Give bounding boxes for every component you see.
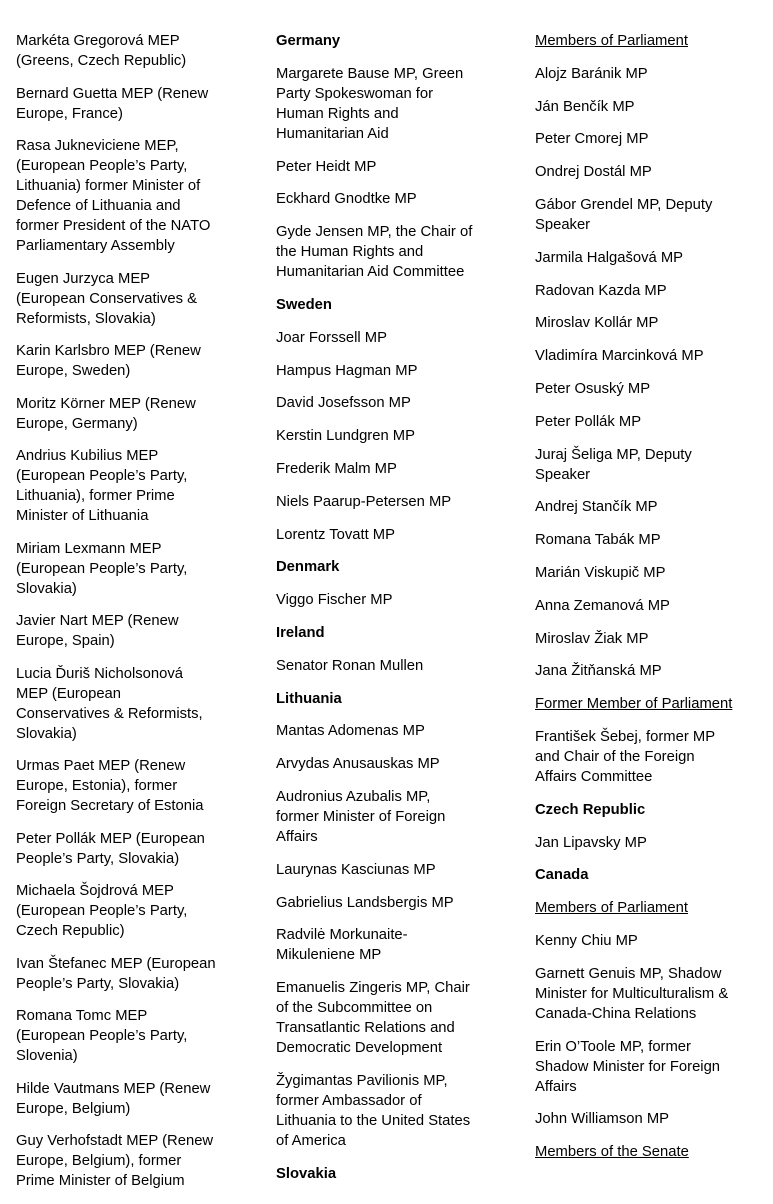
- signatory-column-2: [276, 31, 508, 1197]
- country-heading: Czech Republic: [535, 801, 646, 818]
- signatory-entry: Ivan Štefanec MEP (European People’s Party, Slovakia): [16, 955, 216, 992]
- signatory-entry: Lucia Ďuriš Nicholsonová MEP (European Conservatives & Reformists, Slovakia): [16, 665, 203, 742]
- signatory-entry: Urmas Paet MEP (Renew Europe, Estonia), former Foreign Secretary of Estonia: [16, 758, 204, 814]
- signatory-entry: Joar Forssell MP: [276, 329, 387, 346]
- signatory-entry: Romana Tomc MEP (European People’s Party, Slovenia): [16, 1008, 188, 1064]
- signatory-entry: Viggo Fischer MP: [276, 592, 393, 609]
- signatory-entry: Radovan Kazda MP: [535, 282, 667, 299]
- section-subheading: Members of Parliament: [535, 33, 688, 49]
- signatory-entry: Marián Viskupič MP: [535, 564, 666, 581]
- signatory-entry: Markéta Gregorová MEP (Greens, Czech Republic): [16, 33, 187, 69]
- signatory-entry: Margarete Bause MP, Green Party Spokeswoman for Human Rights and Humanitarian Aid: [276, 65, 464, 142]
- signatory-entry: Lorentz Tovatt MP: [276, 526, 395, 543]
- signatory-entry: Rasa Jukneviciene MEP, (European People’s Party, Lithuania) former Minister of Defence of Lithuania and former President of the NATO Parliamentary Assembly: [16, 138, 211, 254]
- signatory-entry: Jarmila Halgašová MP: [535, 249, 684, 266]
- signatory-entry: Ondrej Dostál MP: [535, 164, 652, 181]
- signatory-entry: Peter Osuský MP: [535, 380, 651, 397]
- signatory-entry: Jana Žitňanská MP: [535, 663, 662, 680]
- signatory-entry: Moritz Körner MEP (Renew Europe, Germany): [16, 395, 196, 432]
- signatory-entry: Senator Ronan Mullen: [276, 657, 424, 674]
- signatory-entry: Frederik Malm MP: [276, 460, 397, 477]
- signatory-entry: Peter Heidt MP: [276, 158, 377, 175]
- country-heading: Germany: [276, 33, 341, 49]
- signatory-entry: Peter Pollák MEP (European People’s Party, Slovakia): [16, 830, 205, 867]
- signatory-column-3: [535, 31, 767, 1175]
- country-heading: Canada: [535, 867, 589, 884]
- signatory-entry: Erin O’Toole MP, former Shadow Minister for Foreign Affairs: [535, 1038, 721, 1095]
- signatory-entry: Garnett Genuis MP, Shadow Minister for Multiculturalism & Canada-China Relations: [535, 965, 729, 1022]
- signatory-entry: Mantas Adomenas MP: [276, 723, 425, 740]
- signatory-entry: Kenny Chiu MP: [535, 932, 638, 949]
- section-subheading: Members of the Senate: [535, 1144, 689, 1161]
- signatory-entry: Eugen Jurzyca MEP (European Conservatives & Reformists, Slovakia): [16, 270, 197, 327]
- section-subheading: Members of Parliament: [535, 900, 688, 917]
- signatory-entry: Ján Benčík MP: [535, 98, 635, 115]
- signatory-entry: Gyde Jensen MP, the Chair of the Human Rights and Humanitarian Aid Committee: [276, 224, 473, 281]
- signatory-entry: Emanuelis Zingeris MP, Chair of the Subcommittee on Transatlantic Relations and Democratic Development: [276, 980, 470, 1057]
- signatory-entry: Arvydas Anusauskas MP: [276, 756, 440, 773]
- signatory-entry: Javier Nart MEP (Renew Europe, Spain): [16, 613, 179, 649]
- signatory-entry: Bernard Guetta MEP (Renew Europe, France): [16, 85, 209, 122]
- country-heading: Lithuania: [276, 690, 342, 707]
- signatory-entry: Guy Verhofstadt MEP (Renew Europe, Belgium), former Prime Minister of Belgium: [16, 1133, 214, 1189]
- signatory-entry: Kerstin Lundgren MP: [276, 428, 416, 445]
- country-heading: Slovakia: [276, 1165, 337, 1182]
- signatory-column-1: [16, 31, 248, 1204]
- signatory-entry: Jan Lipavsky MP: [535, 834, 647, 851]
- signatory-entry: Anna Zemanová MP: [535, 597, 670, 614]
- signatory-entry: Andrej Stančík MP: [535, 499, 658, 516]
- signatory-entry: Peter Pollák MP: [535, 413, 642, 430]
- country-heading: Ireland: [276, 624, 325, 641]
- signatory-entry: Eckhard Gnodtke MP: [276, 191, 417, 208]
- signatory-entry: Alojz Baránik MP: [535, 65, 648, 82]
- signatory-entry: David Josefsson MP: [276, 395, 411, 412]
- signatory-entry: Romana Tabák MP: [535, 532, 661, 549]
- signatory-entry: Miriam Lexmann MEP (European People’s Party, Slovakia): [16, 540, 188, 597]
- signatory-entry: Žygimantas Pavilionis MP, former Ambassador of Lithuania to the United States of America: [276, 1072, 471, 1149]
- signatory-entry: Niels Paarup-Petersen MP: [276, 493, 452, 510]
- signatory-entry: Andrius Kubilius MEP (European People’s Party, Lithuania), former Prime Minister of Lithuania: [16, 448, 188, 524]
- section-subheading: Former Member of Parliament: [535, 696, 733, 713]
- country-heading: Sweden: [276, 296, 332, 313]
- signatory-entry: Audronius Azubalis MP, former Minister of Foreign Affairs: [276, 788, 446, 845]
- signatory-entry: Vladimíra Marcinková MP: [535, 348, 704, 365]
- signatory-entry: Hilde Vautmans MEP (Renew Europe, Belgium): [16, 1080, 211, 1117]
- signatory-entry: Karin Karlsbro MEP (Renew Europe, Sweden): [16, 343, 201, 379]
- signatory-entry: Juraj Šeliga MP, Deputy Speaker: [535, 446, 692, 483]
- signatory-entry: Gabrielius Landsbergis MP: [276, 894, 454, 911]
- country-heading: Denmark: [276, 559, 340, 576]
- signatory-entry: Peter Cmorej MP: [535, 131, 649, 148]
- signatory-entry: Gábor Grendel MP, Deputy Speaker: [535, 196, 713, 233]
- signatory-entry: Radvilė Morkunaite- Mikuleniene MP: [276, 927, 408, 964]
- signatory-entry: Laurynas Kasciunas MP: [276, 861, 436, 878]
- signatory-entry: Michaela Šojdrová MEP (European People’s Party, Czech Republic): [16, 883, 188, 939]
- signatory-entry: John Williamson MP: [535, 1111, 670, 1128]
- signatory-entry: Miroslav Kollár MP: [535, 315, 659, 332]
- signatory-entry: František Šebej, former MP and Chair of the Foreign Affairs Committee: [535, 728, 716, 785]
- signatory-entry: Hampus Hagman MP: [276, 362, 418, 379]
- signatory-entry: Miroslav Žiak MP: [535, 630, 649, 647]
